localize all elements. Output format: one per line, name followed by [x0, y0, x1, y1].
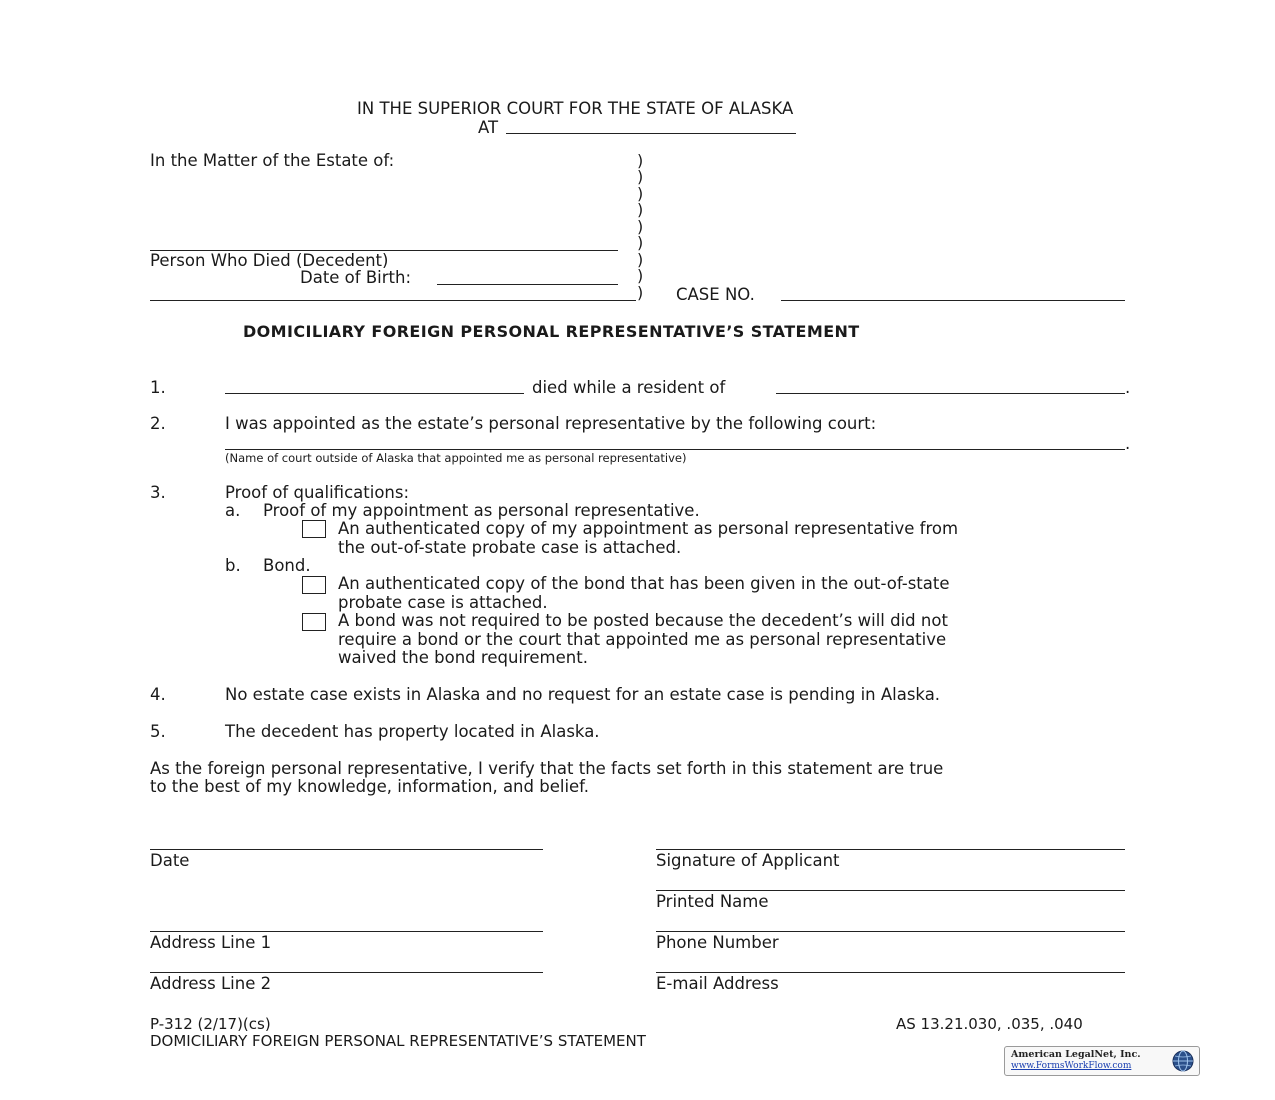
signature-field[interactable] — [656, 849, 1125, 850]
at-label: AT — [478, 118, 499, 137]
date-field[interactable] — [150, 849, 543, 850]
date-label: Date — [150, 851, 190, 870]
estate-of-label: In the Matter of the Estate of: — [150, 151, 395, 170]
item-1-period: . — [1125, 378, 1131, 397]
address-line-1-label: Address Line 1 — [150, 933, 272, 952]
residence-blank[interactable] — [776, 393, 1125, 394]
caption-bottom-line — [150, 300, 636, 301]
item-1-number: 1. — [150, 378, 166, 397]
caption-paren: ) — [637, 200, 644, 219]
printed-name-field[interactable] — [656, 890, 1125, 891]
email-field[interactable] — [656, 972, 1125, 973]
footer-form-name: DOMICILIARY FOREIGN PERSONAL REPRESENTATIVE’S STATEMENT — [150, 1032, 646, 1050]
caption-paren: ) — [637, 217, 644, 236]
logo-url[interactable]: www.FormsWorkFlow.com — [1011, 1061, 1132, 1071]
logo-company-name: American LegalNet, Inc. — [1011, 1049, 1141, 1060]
caption-paren: ) — [637, 250, 644, 269]
bond-not-required-text: waived the bond requirement. — [338, 648, 588, 667]
appointment-copy-checkbox[interactable] — [302, 520, 326, 538]
caption-paren: ) — [637, 266, 644, 285]
bond-not-required-text: A bond was not required to be posted because the decedent’s will did not — [338, 611, 948, 630]
item-3b-text: Bond. — [263, 556, 311, 575]
item-4-text: No estate case exists in Alaska and no request for an estate case is pending in Alaska. — [225, 685, 941, 704]
item-3a-letter: a. — [225, 501, 241, 520]
form-title: DOMICILIARY FOREIGN PERSONAL REPRESENTATIVE’S STATEMENT — [243, 322, 860, 341]
court-heading: IN THE SUPERIOR COURT FOR THE STATE OF ALASKA — [357, 99, 794, 118]
globe-icon — [1171, 1049, 1195, 1073]
court-location-field[interactable] — [506, 133, 796, 134]
signature-label: Signature of Applicant — [656, 851, 840, 870]
address-line-2-field[interactable] — [150, 972, 543, 973]
appointing-court-field[interactable] — [225, 449, 1125, 450]
bond-copy-checkbox[interactable] — [302, 576, 326, 594]
item-2-text: I was appointed as the estate’s personal representative by the following court: — [225, 414, 877, 433]
statute-reference: AS 13.21.030, .035, .040 — [896, 1015, 1083, 1033]
dob-field[interactable] — [437, 284, 618, 285]
phone-field[interactable] — [656, 931, 1125, 932]
dob-label: Date of Birth: — [300, 268, 412, 287]
bond-not-required-text: require a bond or the court that appointed me as personal representative — [338, 630, 947, 649]
appointment-copy-text: An authenticated copy of my appointment as personal representative from — [338, 519, 959, 538]
item-2-period: . — [1125, 434, 1131, 453]
decedent-name-blank[interactable] — [225, 393, 524, 394]
item-3-text: Proof of qualifications: — [225, 483, 410, 502]
item-3a-text: Proof of my appointment as personal representative. — [263, 501, 700, 520]
bond-copy-text: probate case is attached. — [338, 593, 548, 612]
decedent-label: Person Who Died (Decedent) — [150, 251, 389, 270]
caption-paren: ) — [637, 233, 644, 252]
bond-copy-text: An authenticated copy of the bond that has been given in the out-of-state — [338, 574, 950, 593]
bond-not-required-checkbox[interactable] — [302, 613, 326, 631]
phone-label: Phone Number — [656, 933, 779, 952]
address-line-1-field[interactable] — [150, 931, 543, 932]
american-legalnet-logo[interactable] — [1004, 1046, 1200, 1076]
caption-paren: ) — [637, 283, 644, 302]
address-line-2-label: Address Line 2 — [150, 974, 272, 993]
case-no-field[interactable] — [781, 300, 1125, 301]
item-1-text: died while a resident of — [532, 378, 726, 397]
verification-text: As the foreign personal representative, I verify that the facts set forth in this statement are true — [150, 759, 944, 778]
caption-paren: ) — [637, 167, 644, 186]
item-2-number: 2. — [150, 414, 166, 433]
caption-paren: ) — [637, 184, 644, 203]
form-code: P-312 (2/17)(cs) — [150, 1015, 271, 1033]
printed-name-label: Printed Name — [656, 892, 769, 911]
caption-paren: ) — [637, 151, 644, 170]
item-3b-letter: b. — [225, 556, 241, 575]
appointment-copy-text: the out-of-state probate case is attached. — [338, 538, 682, 557]
appointing-court-caption: (Name of court outside of Alaska that appointed me as personal representative) — [225, 451, 687, 465]
case-no-label: CASE NO. — [676, 285, 755, 304]
item-3-number: 3. — [150, 483, 166, 502]
verification-text: to the best of my knowledge, information, and belief. — [150, 777, 590, 796]
item-5-text: The decedent has property located in Alaska. — [225, 722, 600, 741]
item-4-number: 4. — [150, 685, 166, 704]
email-label: E-mail Address — [656, 974, 779, 993]
item-5-number: 5. — [150, 722, 166, 741]
